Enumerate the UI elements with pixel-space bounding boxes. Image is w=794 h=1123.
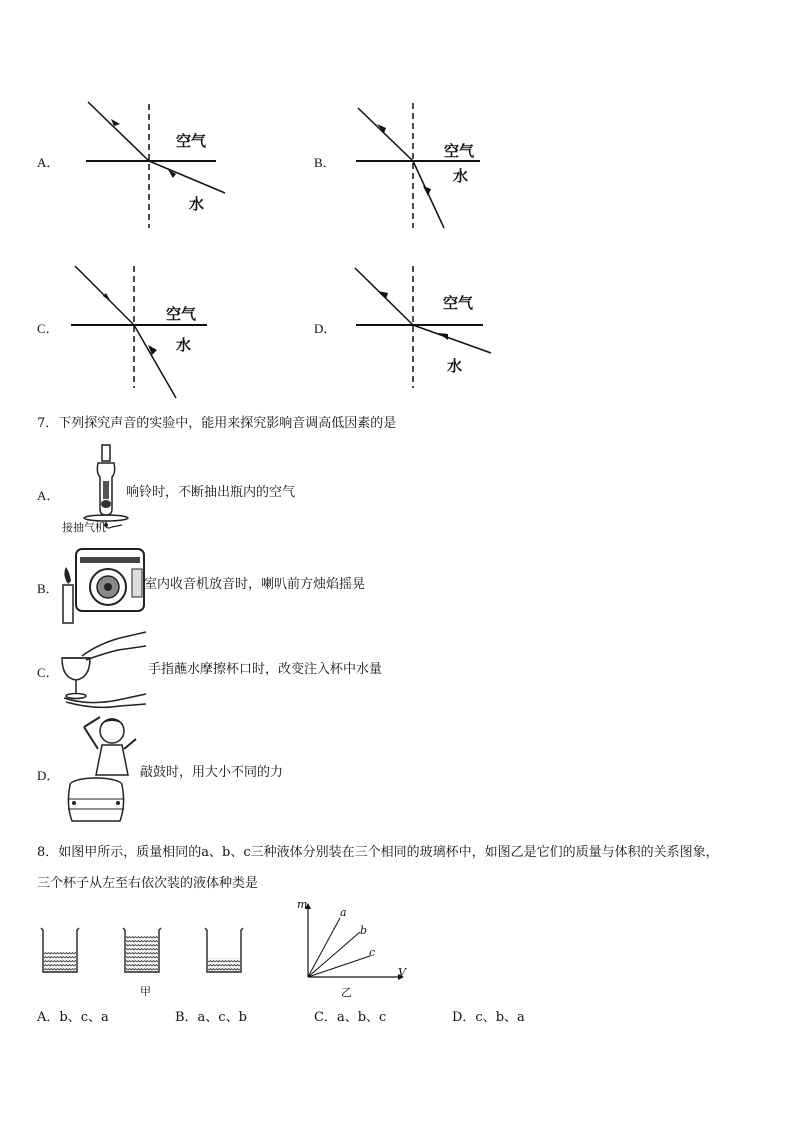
graph-x-axis-label: V	[398, 966, 406, 979]
q8-option-b: B．a、c、b	[175, 1010, 247, 1025]
question-8-stem-line1: 8．如图甲所示，质量相同的a、b、c三种液体分别装在三个相同的玻璃杯中，如图乙是它们的质量与体积的关系图象，	[37, 845, 719, 860]
figure-jia-label: 甲	[140, 985, 151, 998]
water-label: 水	[176, 336, 192, 354]
option-d-letter: D．	[314, 321, 337, 336]
vacuum-pump-caption: 接抽气机	[62, 521, 106, 534]
question-8-stem-line2: 三个杯子从左至右依次装的液体种类是	[37, 876, 259, 891]
q7-option-c-letter: C．	[37, 665, 59, 680]
q8-option-d: D．c、b、a	[452, 1010, 525, 1025]
diagram-a	[86, 102, 225, 228]
water-label: 水	[447, 357, 463, 375]
q7-option-b-text: 室内收音机放音时，喇叭前方烛焰摇晃	[144, 577, 366, 592]
q7-option-b-letter: B．	[37, 581, 59, 596]
option-c-letter: C．	[37, 321, 59, 336]
air-label: 空气	[444, 142, 475, 160]
air-label: 空气	[443, 294, 474, 312]
wine-glass-illustration	[58, 628, 148, 708]
beaker-2	[123, 928, 161, 972]
option-b-letter: B．	[314, 155, 336, 170]
radio-candle-illustration	[58, 543, 148, 628]
q7-option-c-text: 手指蘸水摩擦杯口时，改变注入杯中水量	[148, 662, 383, 677]
q7-option-a-text: 响铃时，不断抽出瓶内的空气	[126, 485, 296, 500]
q7-option-d-letter: D．	[37, 768, 60, 783]
graph-y-axis-label: m	[297, 898, 308, 911]
beaker-3	[205, 928, 243, 972]
q7-option-d-text: 敲鼓时，用大小不同的力	[140, 765, 284, 780]
figure-yi-label: 乙	[341, 986, 352, 999]
option-a-letter: A．	[37, 155, 60, 170]
graph-line-a-label: a	[340, 906, 347, 919]
water-label: 水	[189, 195, 205, 213]
three-beakers-figure	[35, 924, 275, 984]
q7-option-a-letter: A．	[37, 488, 60, 503]
drum-boy-illustration	[62, 713, 142, 831]
graph-line-c-label: c	[369, 946, 376, 959]
mass-volume-graph	[305, 903, 404, 980]
beaker-1	[41, 928, 79, 972]
q8-option-c: C．a、b、c	[314, 1010, 387, 1025]
q8-option-a: A．b、c、a	[37, 1010, 109, 1025]
diagram-c	[71, 266, 207, 398]
diagram-d	[355, 266, 491, 388]
question-7-stem: 7．下列探究声音的实验中，能用来探究影响音调高低因素的是	[37, 416, 397, 431]
graph-line-b-label: b	[360, 924, 368, 937]
air-label: 空气	[176, 132, 207, 150]
air-label: 空气	[166, 305, 197, 323]
water-label: 水	[453, 167, 469, 185]
